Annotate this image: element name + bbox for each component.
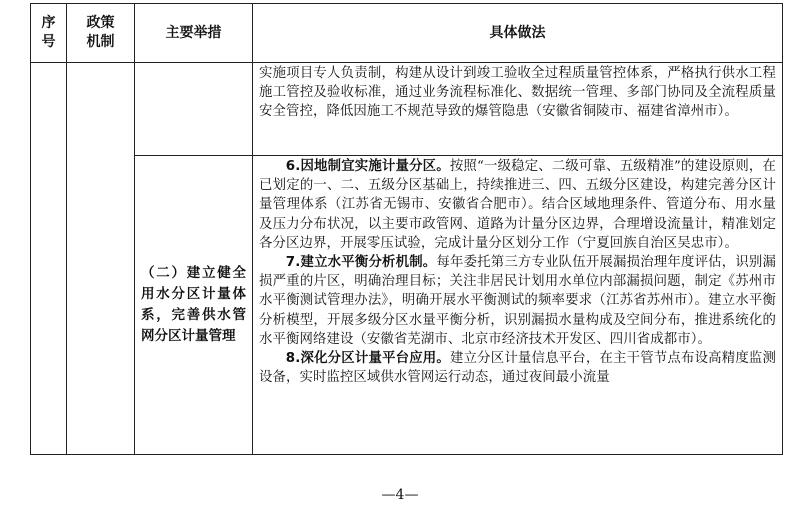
policy-table xyxy=(30,3,783,455)
table-row xyxy=(31,63,783,156)
item-7-text: 每年委托第三方专业队伍开展漏损治理年度评估，识别漏损严重的片区，明确治理目标；关注非居民计划用水单位内部漏损问题，制定《苏州市水平衡测试管理办法》，明确开展水平衡测试的频率要求（江苏省苏州市）。建立水平衡分析模型，开展多级分区水量平衡分析，识别漏损水量构成及空间分布，推进系统化的水平衡网络建设（安徽省芜湖市、北京市经济技术开发区、四川省成都市）。 xyxy=(259,255,777,347)
seq-cell xyxy=(31,63,67,455)
item-6-heading: 6.因地制宜实施计量分区。 xyxy=(285,159,450,174)
item-8-heading: 8.深化分区计量平台应用。 xyxy=(285,351,450,367)
table-row xyxy=(31,156,783,455)
practice-prev-text: 实施项目专人负责制，构建从设计到竣工验收全过程质量管控体系，严格执行供水工程施工管控及验收标准，通过业务流程标准化、数据统一管理、多部门协同及全流程质量安全管控，降低因施工不规范导致的爆管隐患（安徽省铜陵市、福建省漳州市）。 xyxy=(259,66,776,120)
item-6-text: 按照“一级稳定、二级可靠、五级精准”的建设原则，在已划定的一、二、五级分区基础上，持续推进三、四、五级分区建设，构建完善分区计量管理体系（江苏省无锡市、安徽省合肥市）。结合区域地理条件、管道分布、用水量及压力分布状况，以主要市政管网、道路为计量分区边界，合理增设流量计，精准划定各分区边界，开展零压试验，完成计量分区划分工作（宁夏回族自治区吴忠市）。 xyxy=(259,159,776,251)
header-seq: 序 号 xyxy=(31,4,67,63)
practice-item-8 xyxy=(259,349,776,387)
header-policy: 政策 机制 xyxy=(67,4,135,63)
header-practices: 具体做法 xyxy=(253,4,783,63)
page-number: —4— xyxy=(381,487,419,503)
item-7-heading: 7.建立水平衡分析机制。 xyxy=(285,255,437,271)
table-header-row xyxy=(31,4,783,63)
header-measures: 主要举措 xyxy=(135,4,253,63)
policy-cell xyxy=(67,63,135,455)
practice-item-6 xyxy=(259,157,776,253)
measure-cell-prev xyxy=(135,63,253,156)
practice-cell xyxy=(253,156,783,455)
practice-cell-prev xyxy=(253,63,783,156)
item-8-text: 建立分区计量信息平台，在主干管节点布设高精度监测设备，实时监控区域供水管网运行动态，通过夜间最小流量 xyxy=(259,351,777,386)
measure-cell: （二）建立健全用水分区计量体系，完善供水管网分区计量管理 xyxy=(135,156,253,455)
practice-item-7 xyxy=(259,253,776,349)
